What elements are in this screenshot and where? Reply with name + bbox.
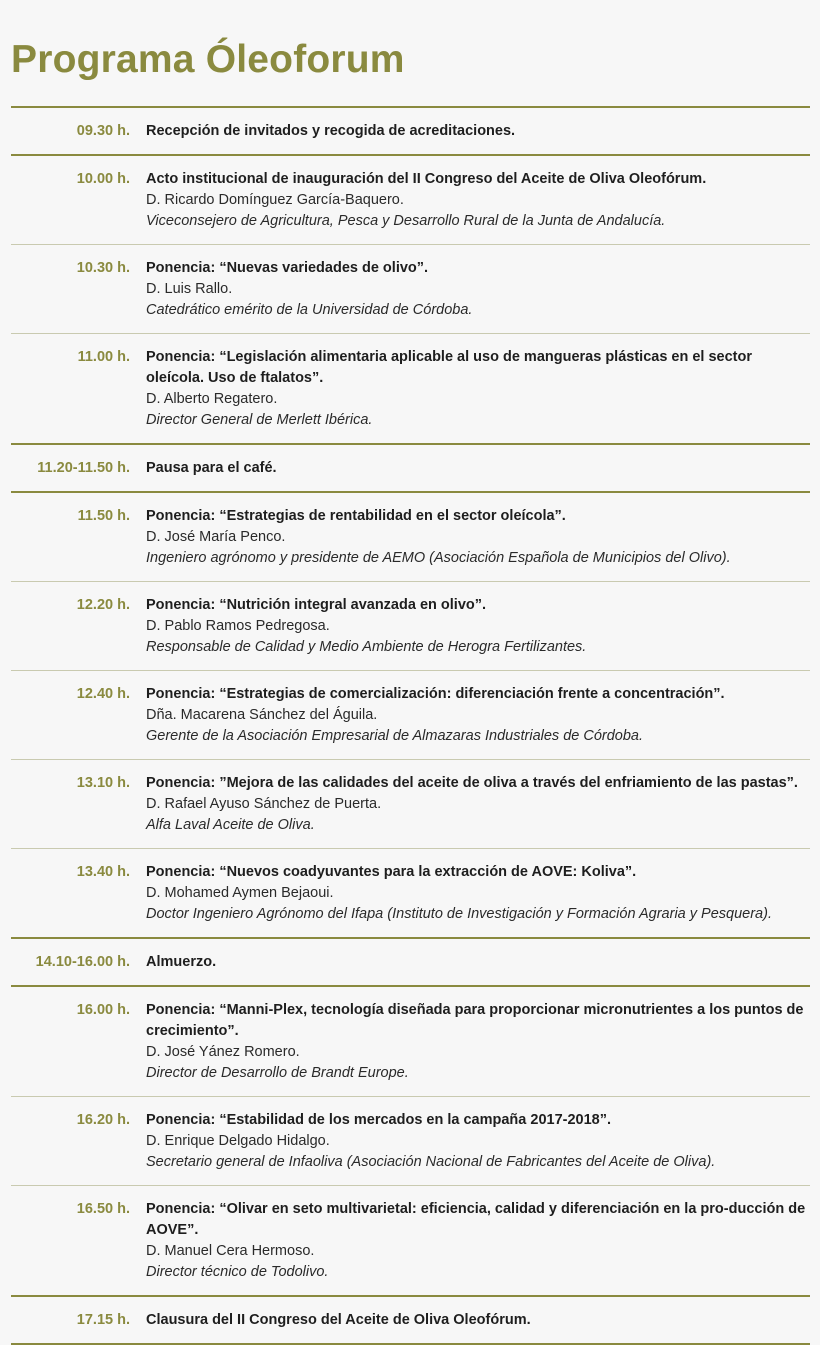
agenda-item [11, 670, 810, 759]
agenda-speaker-role: Director de Desarrollo de Brandt Europe. [146, 1065, 409, 1081]
agenda-time: 10.00 h. [76, 171, 130, 187]
agenda-speaker: D. Pablo Ramos Pedregosa. [146, 618, 330, 634]
agenda-details [146, 862, 810, 925]
agenda-speaker: D. Enrique Delgado Hidalgo. [146, 1133, 330, 1149]
agenda-speaker: D. Mohamed Aymen Bejaoui. [146, 885, 334, 901]
agenda-details [146, 258, 810, 321]
agenda-headline: Ponencia: “Nutrición integral avanzada en olivo”. [146, 597, 487, 613]
agenda-speaker-role: Catedrático emérito de la Universidad de Córdoba. [146, 302, 473, 318]
agenda-time: 11.00 h. [77, 349, 130, 365]
agenda-item [11, 443, 810, 491]
agenda-item [11, 106, 810, 154]
agenda-time: 14.10-16.00 h. [35, 954, 130, 970]
agenda-item [11, 1096, 810, 1185]
agenda-speaker-role: Viceconsejero de Agricultura, Pesca y Desarrollo Rural de la Junta de Andalucía. [146, 213, 666, 229]
agenda-item [11, 244, 810, 333]
agenda-details [146, 773, 810, 836]
agenda-headline: Ponencia: “Estrategias de rentabilidad en el sector oleícola”. [146, 508, 566, 524]
agenda-headline: Ponencia: “Estabilidad de los mercados en la campaña 2017-2018”. [146, 1112, 611, 1128]
agenda-speaker-role: Director técnico de Todolivo. [146, 1264, 329, 1280]
agenda-speaker-role: Gerente de la Asociación Empresarial de Almazaras Industriales de Córdoba. [146, 728, 644, 744]
agenda-item [11, 848, 810, 937]
agenda-headline: Ponencia: “Estrategias de comercialización: diferenciación frente a concentración”. [146, 686, 725, 702]
agenda-time: 16.50 h. [76, 1201, 130, 1217]
agenda-time: 09.30 h. [76, 123, 130, 139]
agenda-speaker: D. Ricardo Domínguez García-Baquero. [146, 192, 404, 208]
agenda-headline: Ponencia: “Olivar en seto multivarietal: eficiencia, calidad y diferenciación en la pro-ducción de AOVE”. [146, 1201, 806, 1238]
agenda-time: 17.15 h. [76, 1312, 130, 1328]
agenda-details [146, 595, 810, 658]
agenda-headline: Ponencia: ”Mejora de las calidades del aceite de oliva a través del enfriamiento de las pastas”. [146, 775, 798, 791]
agenda-headline: Pausa para el café. [146, 460, 277, 476]
agenda-headline: Almuerzo. [146, 954, 217, 970]
agenda-time: 13.40 h. [76, 864, 130, 880]
agenda-details [146, 1199, 810, 1283]
agenda-item [11, 759, 810, 848]
agenda-details [146, 1000, 810, 1084]
agenda-details [146, 169, 810, 232]
agenda-details [146, 684, 810, 747]
agenda-headline: Ponencia: “Nuevas variedades de olivo”. [146, 260, 429, 276]
agenda-details [146, 1310, 810, 1331]
agenda-speaker-role: Doctor Ingeniero Agrónomo del Ifapa (Instituto de Investigación y Formación Agraria y Pesquera). [146, 906, 772, 922]
agenda-speaker: Dña. Macarena Sánchez del Águila. [146, 707, 378, 723]
agenda-list [11, 106, 810, 1345]
agenda-details [146, 347, 810, 431]
agenda-speaker-role: Responsable de Calidad y Medio Ambiente de Herogra Fertilizantes. [146, 639, 587, 655]
agenda-details [146, 121, 810, 142]
agenda-time: 12.20 h. [76, 597, 130, 613]
agenda-details [146, 1110, 810, 1173]
agenda-time: 16.00 h. [76, 1002, 130, 1018]
agenda-headline: Clausura del II Congreso del Aceite de Oliva Oleofórum. [146, 1312, 531, 1328]
agenda-headline: Ponencia: “Legislación alimentaria aplicable al uso de mangueras plásticas en el sector oleícola. Uso de ftalatos”. [146, 349, 753, 386]
agenda-details [146, 506, 810, 569]
agenda-item [11, 985, 810, 1096]
agenda-headline: Ponencia: “Nuevos coadyuvantes para la extracción de AOVE: Koliva”. [146, 864, 637, 880]
agenda-headline: Recepción de invitados y recogida de acreditaciones. [146, 123, 516, 139]
agenda-item [11, 937, 810, 985]
agenda-time: 13.10 h. [76, 775, 130, 791]
agenda-speaker-role: Ingeniero agrónomo y presidente de AEMO (Asociación Española de Municipios del Olivo). [146, 550, 731, 566]
agenda-time: 11.50 h. [77, 508, 130, 524]
page-title: Programa Óleoforum [11, 38, 405, 81]
agenda-time: 16.20 h. [76, 1112, 130, 1128]
agenda-details [146, 952, 810, 973]
agenda-speaker: D. Manuel Cera Hermoso. [146, 1243, 315, 1259]
agenda-speaker-role: Director General de Merlett Ibérica. [146, 412, 373, 428]
agenda-speaker: D. José María Penco. [146, 529, 286, 545]
agenda-details [146, 458, 810, 479]
agenda-item [11, 1295, 810, 1343]
agenda-item [11, 1185, 810, 1295]
agenda-time: 11.20-11.50 h. [37, 460, 130, 476]
agenda-item [11, 491, 810, 581]
agenda-item [11, 333, 810, 443]
agenda-item [11, 581, 810, 670]
agenda-speaker: D. Luis Rallo. [146, 281, 233, 297]
agenda-speaker: D. Alberto Regatero. [146, 391, 278, 407]
agenda-headline: Acto institucional de inauguración del II Congreso del Aceite de Oliva Oleofórum. [146, 171, 707, 187]
agenda-speaker-role: Alfa Laval Aceite de Oliva. [146, 817, 315, 833]
agenda-item [11, 154, 810, 244]
agenda-time: 12.40 h. [76, 686, 130, 702]
agenda-speaker: D. José Yánez Romero. [146, 1044, 300, 1060]
agenda-speaker-role: Secretario general de Infaoliva (Asociación Nacional de Fabricantes del Aceite de Oliva). [146, 1154, 716, 1170]
agenda-speaker: D. Rafael Ayuso Sánchez de Puerta. [146, 796, 382, 812]
agenda-headline: Ponencia: “Manni-Plex, tecnología diseñada para proporcionar micronutrientes a los puntos de crecimiento”. [146, 1002, 804, 1039]
agenda-time: 10.30 h. [76, 260, 130, 276]
